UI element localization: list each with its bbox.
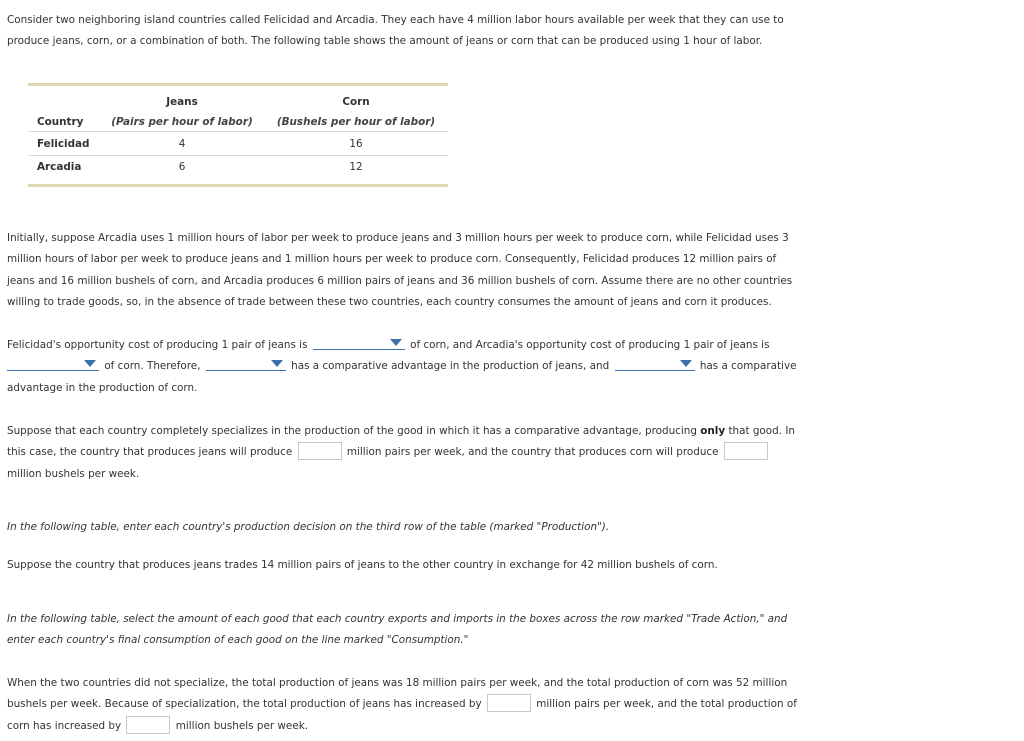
jeans-increase-input[interactable]: [487, 694, 531, 712]
chevron-down-icon: [680, 360, 692, 367]
corn-advantage-country-dropdown[interactable]: [615, 357, 695, 371]
row-arcadia-jeans: 6: [178, 161, 186, 173]
header-divider: [28, 131, 448, 132]
chevron-down-icon: [390, 339, 402, 346]
spec-text-4: million pairs per week, and the country that produces corn will produce: [346, 446, 719, 459]
header-country: Country: [37, 116, 84, 128]
opp-text-3: of corn. Therefore,: [104, 360, 201, 373]
trade-statement: Suppose the country that produces jeans trades 14 million pairs of jeans to the other country in exchange for 42 million bushels of corn.: [7, 559, 718, 571]
row-felicidad-corn: 16: [349, 138, 363, 150]
gains-text-3: million pairs per week, and the total production of: [536, 698, 797, 711]
row-arcadia-corn: 12: [349, 161, 363, 173]
trade-table-instruction: [7, 609, 1007, 652]
opp-text-6: advantage in the production of corn.: [7, 381, 198, 394]
spec-text-1: Suppose that each country completely specializes in the production of the good in which it has a comparative advantage, producing: [7, 425, 697, 437]
opp-text-2: of corn, and Arcadia's opportunity cost of producing 1 pair of jeans is: [410, 339, 770, 351]
chevron-down-icon: [84, 360, 96, 367]
row-arcadia-country: Arcadia: [37, 161, 82, 173]
header-jeans-unit: (Pairs per hour of labor): [111, 116, 253, 128]
labor-productivity-table: [28, 83, 448, 187]
production-instruction: In the following table, enter each country's production decision on the third row of the table (marked "Production").: [7, 521, 610, 533]
intro-line-1: Consider two neighboring island countries called Felicidad and Arcadia. They each have 4 million labor hours available per week that they can use to: [7, 14, 784, 26]
initial-line-4: willing to trade goods, so, in the absence of trade between these two countries, each country consumes the amount of jeans and corn it produces.: [7, 296, 772, 309]
opp-text-4: has a comparative advantage in the production of jeans, and: [291, 360, 610, 373]
gains-question: [7, 673, 1007, 737]
intro-line-2: produce jeans, corn, or a combination of both. The following table shows the amount of jeans or corn that can be produced using 1 hour of labor.: [7, 35, 763, 48]
initial-line-1: Initially, suppose Arcadia uses 1 million hours of labor per week to produce jeans and 3 million hours per week to produce corn, while Felicidad uses 3: [7, 232, 789, 244]
row-felicidad-jeans: 4: [178, 138, 186, 150]
corn-production-input[interactable]: [724, 442, 768, 460]
opportunity-cost-question: [7, 335, 1007, 399]
spec-text-3: this case, the country that produces jeans will produce: [7, 446, 293, 459]
gains-text-4: corn has increased by: [7, 719, 122, 732]
header-corn-unit: (Bushels per hour of labor): [276, 116, 436, 128]
header-corn: Corn: [342, 96, 370, 108]
initial-line-3: jeans and 16 million bushels of corn, and Arcadia produces 6 million pairs of jeans and 36 million bushels of corn. Assume there are no other countries: [7, 274, 793, 287]
table-bottom-rule: [28, 184, 448, 187]
spec-text-2: that good. In: [728, 425, 796, 437]
gains-text-5: million bushels per week.: [175, 719, 309, 732]
gains-text-2: bushels per week. Because of specialization, the total production of jeans has increased by: [7, 698, 482, 711]
felicidad-opportunity-cost-dropdown[interactable]: [313, 336, 405, 350]
jeans-production-input[interactable]: [298, 442, 342, 460]
opp-text-5: has a comparative: [699, 360, 797, 373]
header-jeans: Jeans: [166, 96, 198, 108]
intro-paragraph: [7, 10, 1007, 53]
table-top-rule: [28, 83, 448, 86]
chevron-down-icon: [271, 360, 283, 367]
row-felicidad-country: Felicidad: [37, 138, 90, 150]
gains-text-1: When the two countries did not specialize, the total production of jeans was 18 million pairs per week, and the total production of corn was 52 million: [7, 677, 788, 689]
spec-bold-only: only: [700, 425, 726, 437]
initial-paragraph: [7, 228, 1007, 314]
instr2-line-2: enter each country's final consumption of each good on the line marked "Consumption.": [7, 634, 469, 647]
jeans-advantage-country-dropdown[interactable]: [206, 357, 286, 371]
row-divider: [28, 155, 448, 156]
arcadia-opportunity-cost-dropdown[interactable]: [7, 357, 99, 371]
spec-text-5: million bushels per week.: [7, 467, 140, 480]
instr2-line-1: In the following table, select the amount of each good that each country exports and imports in the boxes across the row marked "Trade Action," and: [7, 613, 788, 625]
specialization-question: [7, 421, 1007, 485]
corn-increase-input[interactable]: [126, 716, 170, 734]
initial-line-2: million hours of labor per week to produce jeans and 1 million hours per week to produce corn. Consequently, Felicidad produces 12 million pairs of: [7, 253, 777, 266]
opp-text-1: Felicidad's opportunity cost of producing 1 pair of jeans is: [7, 339, 308, 351]
